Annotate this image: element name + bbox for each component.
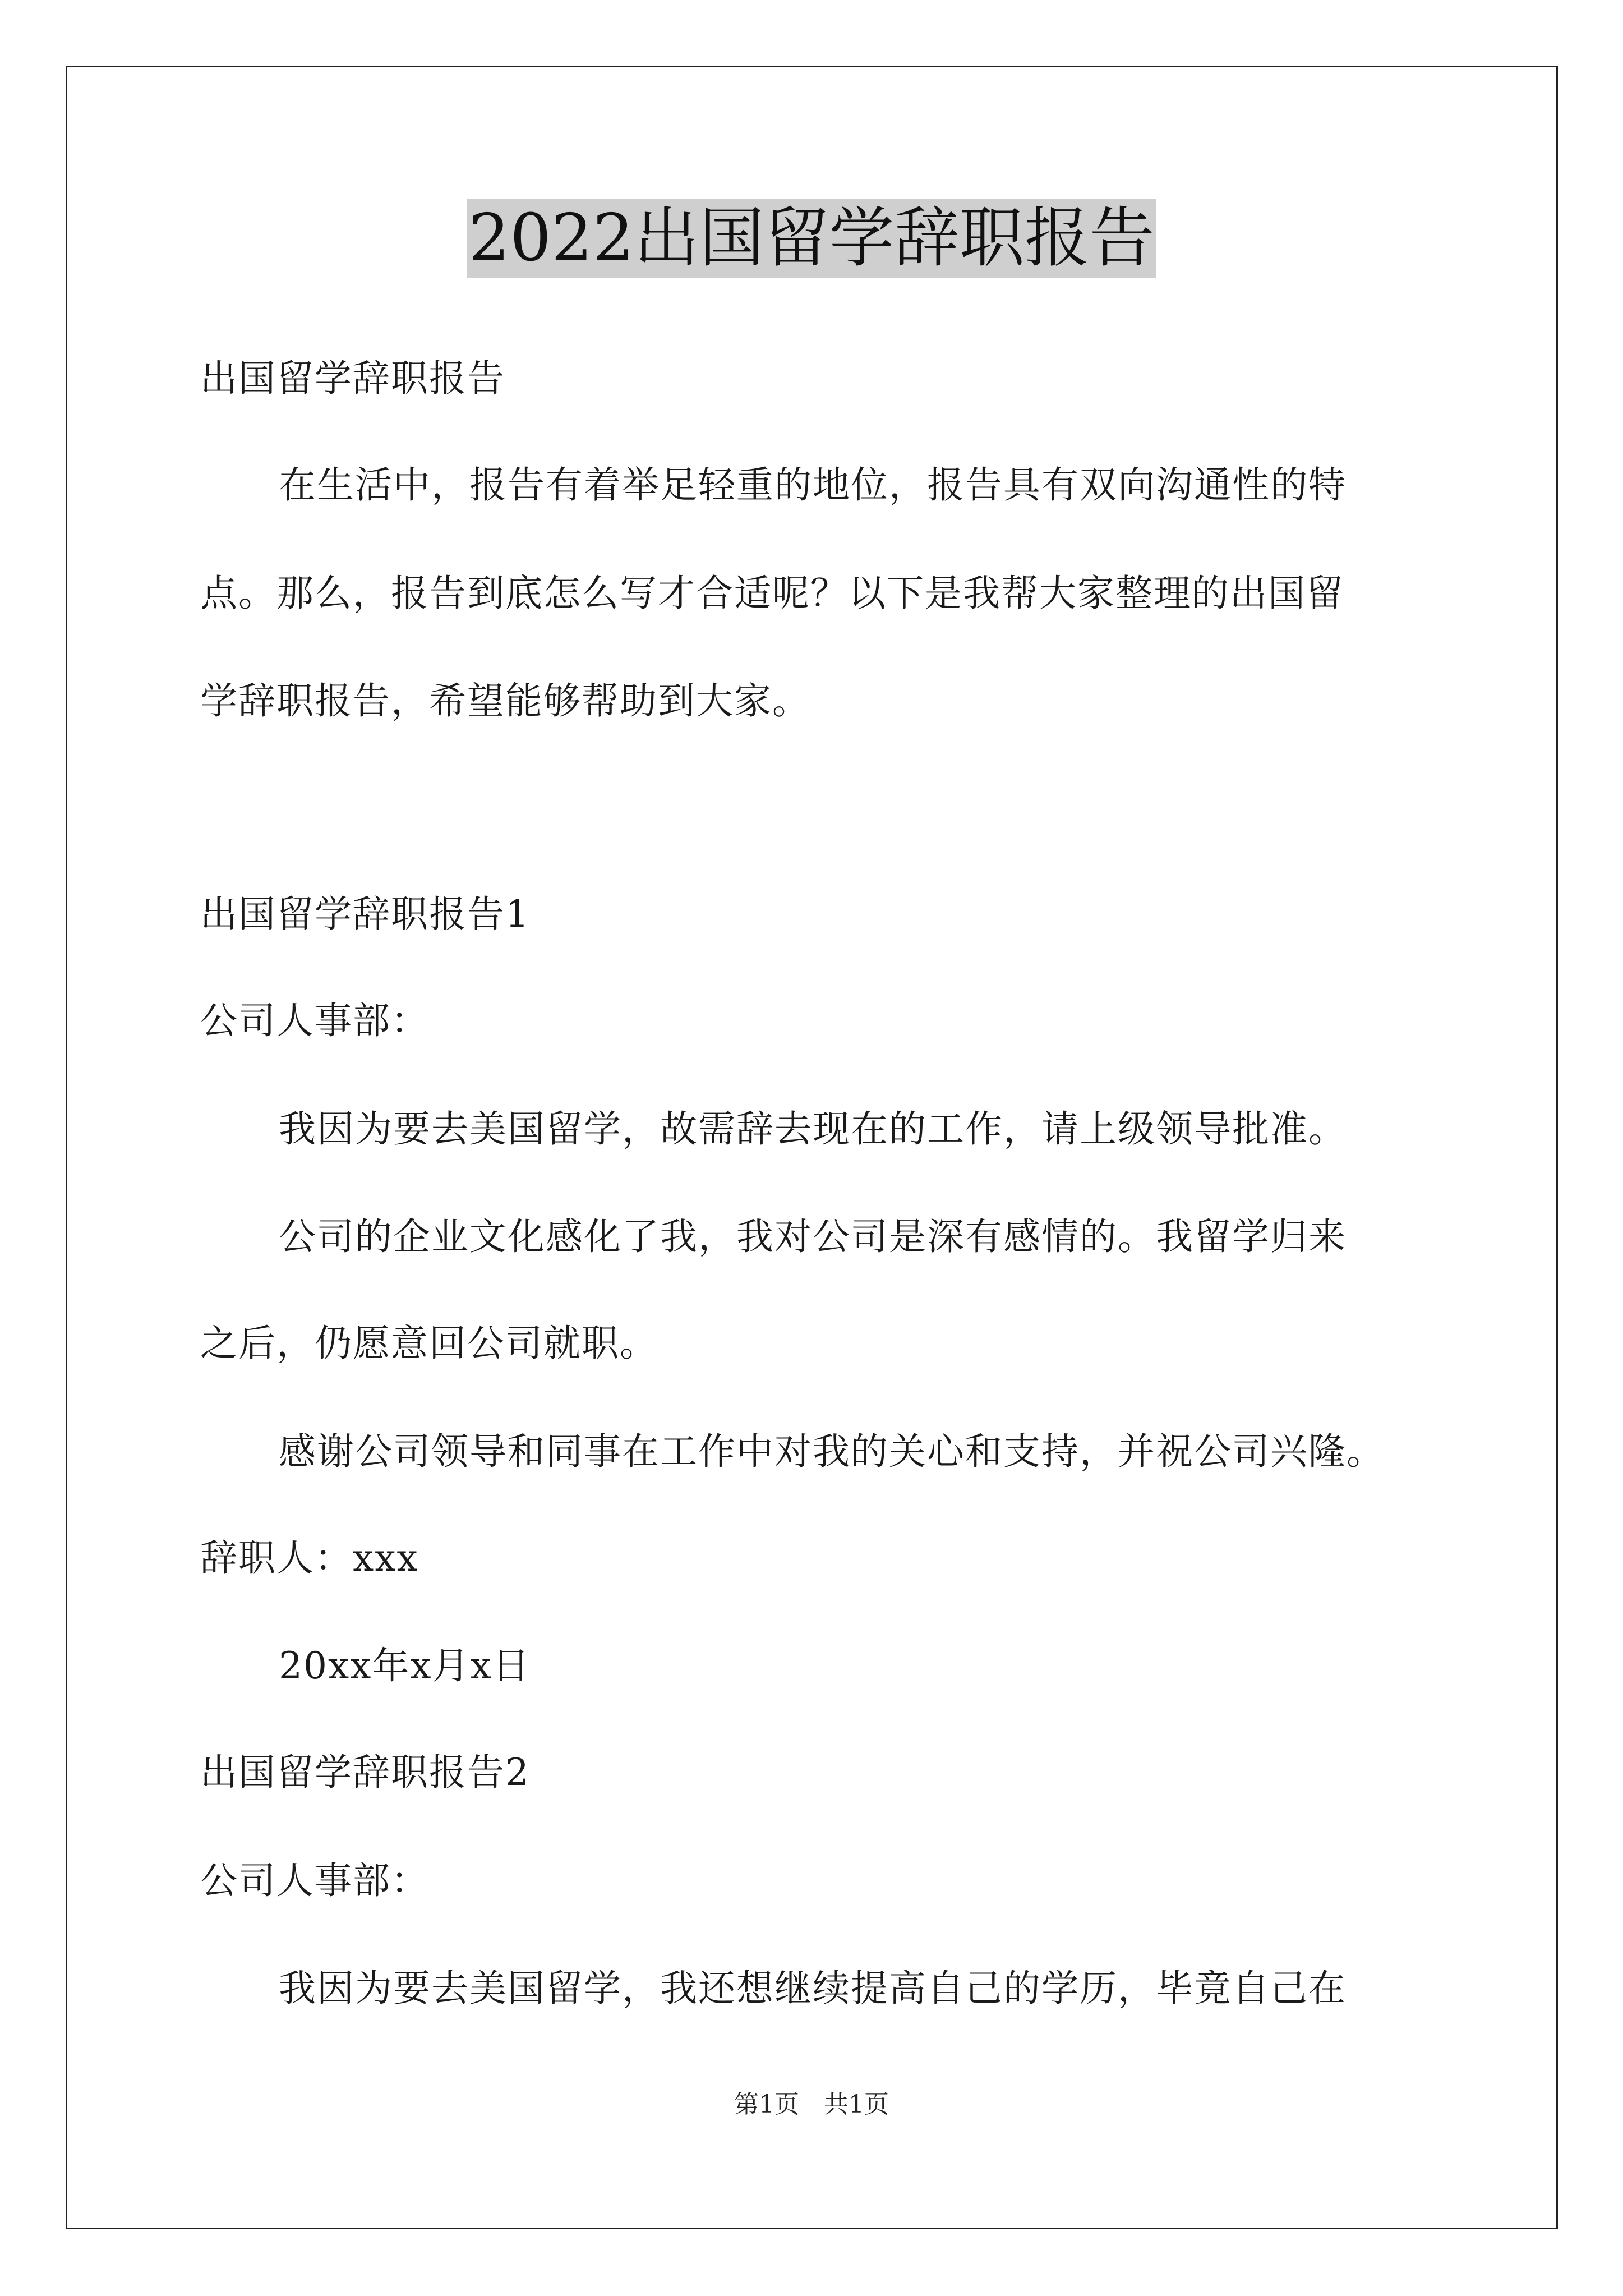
document-title: 2022出国留学辞职报告 [467,199,1155,278]
title-container [0,199,1623,278]
body-line-3: 之后，仍愿意回公司就职。 [200,1322,658,1365]
page-footer: 第1页 共1页 [734,2090,889,2119]
subtitle-line: 出国留学辞职报告 [200,357,505,400]
section-heading-2: 出国留学辞职报告2 [200,1751,530,1794]
addressee-1: 公司人事部： [200,999,429,1042]
intro-line-2: 点。那么，报告到底怎么写才合适呢？以下是我帮大家整理的出国留 [200,572,1344,615]
section-heading-1: 出国留学辞职报告1 [200,892,530,936]
intro-line-1: 在生活中，报告有着举足轻重的地位，报告具有双向沟通性的特 [279,463,1347,507]
body-line-5: 我因为要去美国留学，我还想继续提高自己的学历，毕竟自己在 [279,1967,1347,2010]
signature-line: 辞职人：xxx [200,1536,419,1580]
body-line-2: 公司的企业文化感化了我，我对公司是深有感情的。我留学归来 [279,1215,1347,1258]
date-line: 20xx年x月x日 [279,1644,531,1687]
intro-line-3: 学辞职报告，希望能够帮助到大家。 [200,679,810,723]
body-line-4: 感谢公司领导和同事在工作中对我的关心和支持，并祝公司兴隆。 [279,1430,1385,1473]
body-line-1: 我因为要去美国留学，故需辞去现在的工作，请上级领导批准。 [279,1107,1347,1151]
addressee-2: 公司人事部： [200,1859,429,1902]
